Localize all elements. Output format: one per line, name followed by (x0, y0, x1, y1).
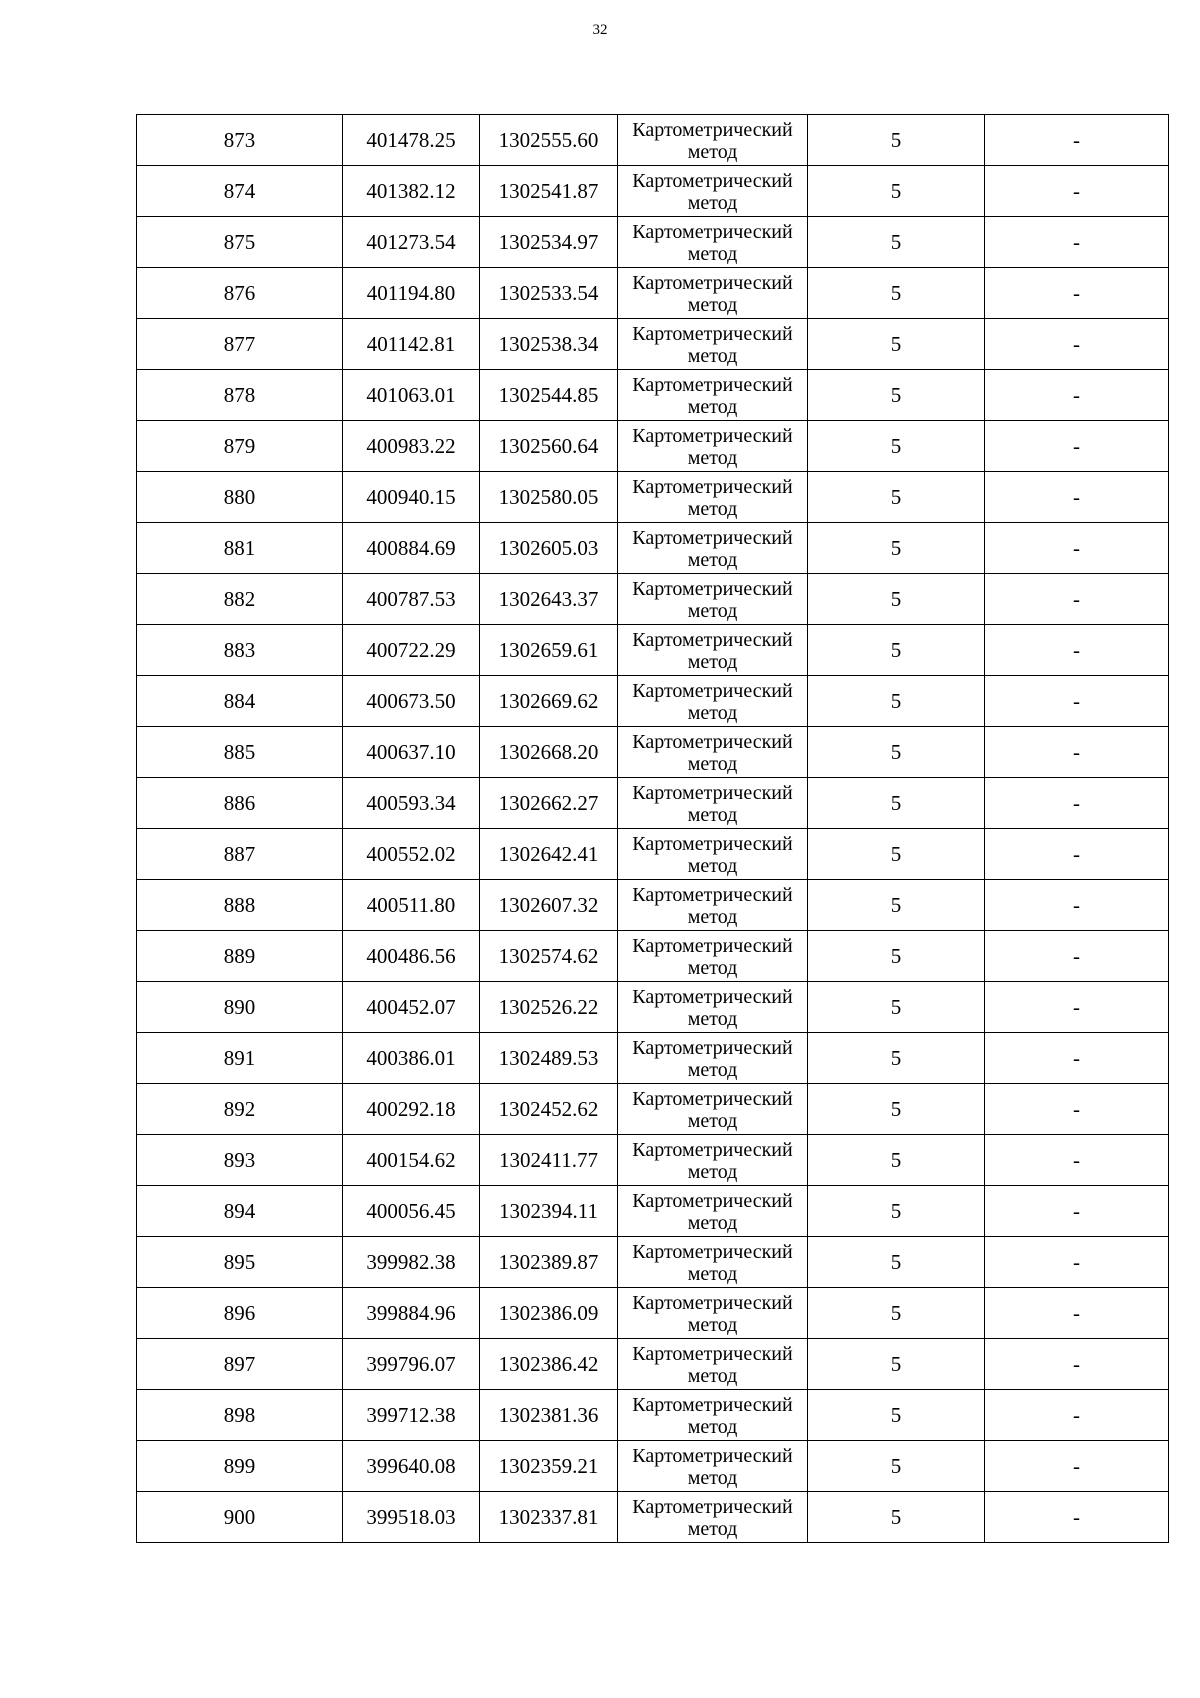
method-line: метод (687, 294, 738, 316)
method-cell (618, 319, 808, 370)
table-row (137, 472, 1169, 523)
table-row (137, 1288, 1169, 1339)
y-coordinate-cell: 1302381.36 (480, 1390, 618, 1441)
point-number-cell: 884 (137, 676, 343, 727)
method-line: метод (687, 243, 738, 265)
point-number-cell: 883 (137, 625, 343, 676)
method-cell (618, 1033, 808, 1084)
y-coordinate-cell: 1302538.34 (480, 319, 618, 370)
method-cell (618, 625, 808, 676)
x-coordinate-cell: 399982.38 (343, 1237, 480, 1288)
note-cell: - (985, 523, 1169, 574)
method-line: Картометрический (632, 680, 793, 702)
page-number: 32 (592, 22, 608, 38)
accuracy-cell: 5 (808, 625, 985, 676)
y-coordinate-cell: 1302386.09 (480, 1288, 618, 1339)
method-line: Картометрический (632, 1394, 793, 1416)
y-coordinate-cell: 1302669.62 (480, 676, 618, 727)
method-line: Картометрический (632, 986, 793, 1008)
method-line: метод (687, 192, 738, 214)
method-line: Картометрический (632, 833, 793, 855)
note-cell: - (985, 166, 1169, 217)
x-coordinate-cell: 400154.62 (343, 1135, 480, 1186)
accuracy-cell: 5 (808, 370, 985, 421)
method-line: метод (687, 957, 738, 979)
method-line: метод (687, 1365, 738, 1387)
method-line: метод (687, 600, 738, 622)
table-row (137, 574, 1169, 625)
method-line: метод (687, 1314, 738, 1336)
note-cell: - (985, 319, 1169, 370)
accuracy-cell: 5 (808, 1033, 985, 1084)
note-cell: - (985, 931, 1169, 982)
y-coordinate-cell: 1302534.97 (480, 217, 618, 268)
table-row (137, 1084, 1169, 1135)
point-number-cell: 888 (137, 880, 343, 931)
method-line: Картометрический (632, 119, 793, 141)
method-line: Картометрический (632, 425, 793, 447)
x-coordinate-cell: 400511.80 (343, 880, 480, 931)
point-number-cell: 900 (137, 1492, 343, 1543)
method-cell (618, 931, 808, 982)
method-line: метод (687, 702, 738, 724)
note-cell: - (985, 1186, 1169, 1237)
method-line: Картометрический (632, 935, 793, 957)
table-row (137, 727, 1169, 778)
x-coordinate-cell: 400787.53 (343, 574, 480, 625)
table-row (137, 115, 1169, 166)
accuracy-cell: 5 (808, 1492, 985, 1543)
note-cell: - (985, 1084, 1169, 1135)
point-number-cell: 899 (137, 1441, 343, 1492)
accuracy-cell: 5 (808, 421, 985, 472)
table-row (137, 880, 1169, 931)
x-coordinate-cell: 400637.10 (343, 727, 480, 778)
table-row (137, 1033, 1169, 1084)
x-coordinate-cell: 400486.56 (343, 931, 480, 982)
point-number-cell: 885 (137, 727, 343, 778)
y-coordinate-cell: 1302337.81 (480, 1492, 618, 1543)
y-coordinate-cell: 1302489.53 (480, 1033, 618, 1084)
accuracy-cell: 5 (808, 931, 985, 982)
y-coordinate-cell: 1302642.41 (480, 829, 618, 880)
note-cell: - (985, 421, 1169, 472)
table-row (137, 1135, 1169, 1186)
note-cell: - (985, 778, 1169, 829)
method-cell (618, 1390, 808, 1441)
method-line: Картометрический (632, 782, 793, 804)
method-line: Картометрический (632, 1037, 793, 1059)
accuracy-cell: 5 (808, 319, 985, 370)
x-coordinate-cell: 401142.81 (343, 319, 480, 370)
note-cell: - (985, 1033, 1169, 1084)
x-coordinate-cell: 399884.96 (343, 1288, 480, 1339)
point-number-cell: 896 (137, 1288, 343, 1339)
y-coordinate-cell: 1302544.85 (480, 370, 618, 421)
x-coordinate-cell: 401478.25 (343, 115, 480, 166)
y-coordinate-cell: 1302668.20 (480, 727, 618, 778)
y-coordinate-cell: 1302389.87 (480, 1237, 618, 1288)
table-row (137, 268, 1169, 319)
table-row (137, 319, 1169, 370)
accuracy-cell: 5 (808, 982, 985, 1033)
note-cell: - (985, 829, 1169, 880)
note-cell: - (985, 880, 1169, 931)
accuracy-cell: 5 (808, 1288, 985, 1339)
table-row (137, 523, 1169, 574)
method-line: метод (687, 447, 738, 469)
x-coordinate-cell: 400292.18 (343, 1084, 480, 1135)
method-cell (618, 1084, 808, 1135)
table-row (137, 1390, 1169, 1441)
method-cell (618, 1492, 808, 1543)
point-number-cell: 894 (137, 1186, 343, 1237)
method-line: метод (687, 1467, 738, 1489)
x-coordinate-cell: 399712.38 (343, 1390, 480, 1441)
table-row (137, 931, 1169, 982)
point-number-cell: 897 (137, 1339, 343, 1390)
method-line: метод (687, 1263, 738, 1285)
x-coordinate-cell: 400884.69 (343, 523, 480, 574)
method-line: Картометрический (632, 1088, 793, 1110)
note-cell: - (985, 268, 1169, 319)
accuracy-cell: 5 (808, 778, 985, 829)
y-coordinate-cell: 1302533.54 (480, 268, 618, 319)
method-cell (618, 166, 808, 217)
y-coordinate-cell: 1302643.37 (480, 574, 618, 625)
method-line: метод (687, 141, 738, 163)
method-cell (618, 880, 808, 931)
table-row (137, 1492, 1169, 1543)
note-cell: - (985, 472, 1169, 523)
y-coordinate-cell: 1302394.11 (480, 1186, 618, 1237)
note-cell: - (985, 370, 1169, 421)
note-cell: - (985, 982, 1169, 1033)
table-row (137, 778, 1169, 829)
method-line: метод (687, 1161, 738, 1183)
point-number-cell: 887 (137, 829, 343, 880)
x-coordinate-cell: 400722.29 (343, 625, 480, 676)
coordinates-table-body (137, 115, 1169, 1543)
table-row (137, 166, 1169, 217)
method-line: Картометрический (632, 272, 793, 294)
method-line: Картометрический (632, 323, 793, 345)
table-row (137, 676, 1169, 727)
method-cell (618, 982, 808, 1033)
note-cell: - (985, 625, 1169, 676)
method-line: метод (687, 753, 738, 775)
table-row (137, 625, 1169, 676)
accuracy-cell: 5 (808, 217, 985, 268)
accuracy-cell: 5 (808, 1339, 985, 1390)
accuracy-cell: 5 (808, 1237, 985, 1288)
method-line: Картометрический (632, 221, 793, 243)
method-line: Картометрический (632, 1139, 793, 1161)
method-line: метод (687, 1008, 738, 1030)
method-line: метод (687, 1212, 738, 1234)
point-number-cell: 895 (137, 1237, 343, 1288)
point-number-cell: 892 (137, 1084, 343, 1135)
x-coordinate-cell: 401273.54 (343, 217, 480, 268)
y-coordinate-cell: 1302607.32 (480, 880, 618, 931)
method-cell (618, 676, 808, 727)
point-number-cell: 881 (137, 523, 343, 574)
method-cell (618, 1135, 808, 1186)
note-cell: - (985, 115, 1169, 166)
y-coordinate-cell: 1302659.61 (480, 625, 618, 676)
method-cell (618, 421, 808, 472)
method-cell (618, 1186, 808, 1237)
method-line: Картометрический (632, 374, 793, 396)
method-line: метод (687, 855, 738, 877)
note-cell: - (985, 1288, 1169, 1339)
method-line: Картометрический (632, 1496, 793, 1518)
method-cell (618, 1441, 808, 1492)
accuracy-cell: 5 (808, 523, 985, 574)
note-cell: - (985, 1441, 1169, 1492)
point-number-cell: 877 (137, 319, 343, 370)
table-row (137, 1237, 1169, 1288)
table-row (137, 829, 1169, 880)
note-cell: - (985, 1135, 1169, 1186)
x-coordinate-cell: 400593.34 (343, 778, 480, 829)
accuracy-cell: 5 (808, 574, 985, 625)
method-cell (618, 1237, 808, 1288)
table-row (137, 1441, 1169, 1492)
method-cell (618, 523, 808, 574)
method-line: метод (687, 396, 738, 418)
point-number-cell: 886 (137, 778, 343, 829)
point-number-cell: 891 (137, 1033, 343, 1084)
accuracy-cell: 5 (808, 115, 985, 166)
point-number-cell: 890 (137, 982, 343, 1033)
note-cell: - (985, 574, 1169, 625)
method-line: Картометрический (632, 1241, 793, 1263)
point-number-cell: 880 (137, 472, 343, 523)
method-cell (618, 370, 808, 421)
x-coordinate-cell: 400673.50 (343, 676, 480, 727)
x-coordinate-cell: 401382.12 (343, 166, 480, 217)
accuracy-cell: 5 (808, 1084, 985, 1135)
method-line: метод (687, 1518, 738, 1540)
accuracy-cell: 5 (808, 1390, 985, 1441)
y-coordinate-cell: 1302662.27 (480, 778, 618, 829)
x-coordinate-cell: 400452.07 (343, 982, 480, 1033)
accuracy-cell: 5 (808, 1441, 985, 1492)
point-number-cell: 878 (137, 370, 343, 421)
method-line: метод (687, 345, 738, 367)
note-cell: - (985, 676, 1169, 727)
accuracy-cell: 5 (808, 268, 985, 319)
point-number-cell: 893 (137, 1135, 343, 1186)
y-coordinate-cell: 1302359.21 (480, 1441, 618, 1492)
x-coordinate-cell: 400056.45 (343, 1186, 480, 1237)
method-line: Картометрический (632, 578, 793, 600)
point-number-cell: 874 (137, 166, 343, 217)
x-coordinate-cell: 400940.15 (343, 472, 480, 523)
y-coordinate-cell: 1302452.62 (480, 1084, 618, 1135)
table-row (137, 421, 1169, 472)
method-line: Картометрический (632, 1343, 793, 1365)
method-line: метод (687, 498, 738, 520)
method-line: метод (687, 1059, 738, 1081)
note-cell: - (985, 217, 1169, 268)
y-coordinate-cell: 1302555.60 (480, 115, 618, 166)
method-line: Картометрический (632, 731, 793, 753)
method-line: Картометрический (632, 629, 793, 651)
method-line: метод (687, 651, 738, 673)
accuracy-cell: 5 (808, 1135, 985, 1186)
method-cell (618, 268, 808, 319)
y-coordinate-cell: 1302605.03 (480, 523, 618, 574)
y-coordinate-cell: 1302580.05 (480, 472, 618, 523)
table-row (137, 1339, 1169, 1390)
method-line: Картометрический (632, 884, 793, 906)
method-line: Картометрический (632, 476, 793, 498)
method-cell (618, 472, 808, 523)
method-line: метод (687, 804, 738, 826)
accuracy-cell: 5 (808, 1186, 985, 1237)
x-coordinate-cell: 401194.80 (343, 268, 480, 319)
method-line: Картометрический (632, 1292, 793, 1314)
method-cell (618, 727, 808, 778)
x-coordinate-cell: 399796.07 (343, 1339, 480, 1390)
method-line: метод (687, 1416, 738, 1438)
accuracy-cell: 5 (808, 829, 985, 880)
table-row (137, 370, 1169, 421)
method-line: метод (687, 906, 738, 928)
y-coordinate-cell: 1302526.22 (480, 982, 618, 1033)
table-row (137, 982, 1169, 1033)
point-number-cell: 873 (137, 115, 343, 166)
coordinates-table (136, 114, 1169, 1543)
x-coordinate-cell: 399518.03 (343, 1492, 480, 1543)
method-line: метод (687, 1110, 738, 1132)
x-coordinate-cell: 400552.02 (343, 829, 480, 880)
method-cell (618, 1288, 808, 1339)
table-row (137, 1186, 1169, 1237)
y-coordinate-cell: 1302386.42 (480, 1339, 618, 1390)
point-number-cell: 882 (137, 574, 343, 625)
x-coordinate-cell: 401063.01 (343, 370, 480, 421)
note-cell: - (985, 727, 1169, 778)
method-line: метод (687, 549, 738, 571)
method-line: Картометрический (632, 1445, 793, 1467)
y-coordinate-cell: 1302541.87 (480, 166, 618, 217)
point-number-cell: 876 (137, 268, 343, 319)
point-number-cell: 889 (137, 931, 343, 982)
x-coordinate-cell: 400386.01 (343, 1033, 480, 1084)
method-line: Картометрический (632, 1190, 793, 1212)
method-cell (618, 829, 808, 880)
method-line: Картометрический (632, 170, 793, 192)
y-coordinate-cell: 1302574.62 (480, 931, 618, 982)
accuracy-cell: 5 (808, 166, 985, 217)
note-cell: - (985, 1492, 1169, 1543)
point-number-cell: 898 (137, 1390, 343, 1441)
method-cell (618, 217, 808, 268)
accuracy-cell: 5 (808, 880, 985, 931)
method-line: Картометрический (632, 527, 793, 549)
accuracy-cell: 5 (808, 727, 985, 778)
note-cell: - (985, 1237, 1169, 1288)
accuracy-cell: 5 (808, 472, 985, 523)
y-coordinate-cell: 1302411.77 (480, 1135, 618, 1186)
table-row (137, 217, 1169, 268)
note-cell: - (985, 1339, 1169, 1390)
method-cell (618, 1339, 808, 1390)
method-cell (618, 115, 808, 166)
y-coordinate-cell: 1302560.64 (480, 421, 618, 472)
x-coordinate-cell: 399640.08 (343, 1441, 480, 1492)
x-coordinate-cell: 400983.22 (343, 421, 480, 472)
point-number-cell: 875 (137, 217, 343, 268)
method-cell (618, 574, 808, 625)
accuracy-cell: 5 (808, 676, 985, 727)
note-cell: - (985, 1390, 1169, 1441)
method-cell (618, 778, 808, 829)
point-number-cell: 879 (137, 421, 343, 472)
